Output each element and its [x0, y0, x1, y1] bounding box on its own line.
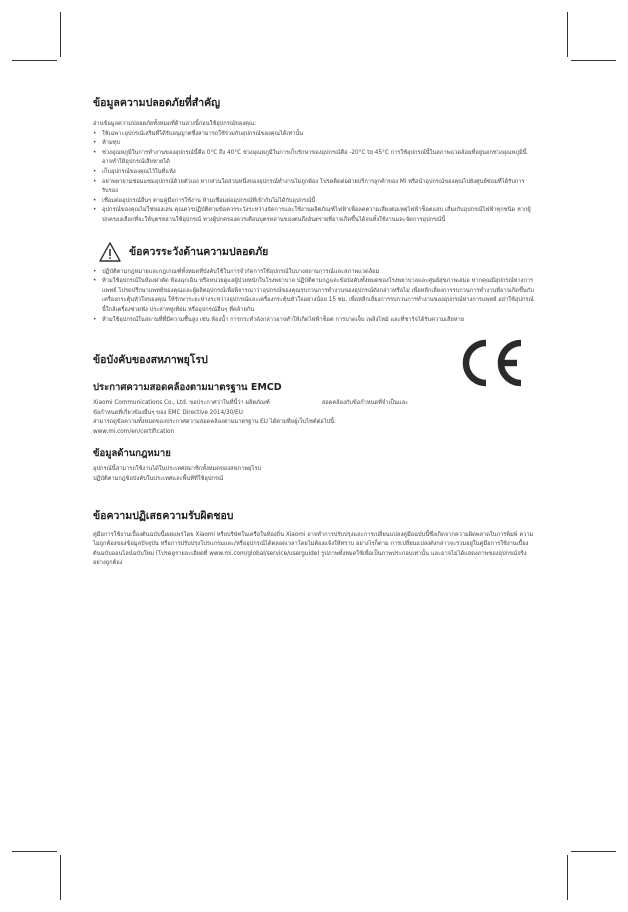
crop-mark [12, 60, 57, 61]
warning-icon [99, 242, 121, 262]
emc-url-link[interactable]: www.mi.com/en/certification [93, 428, 175, 435]
eu-title: ข้อบังคับของสหภาพยุโรป [93, 354, 208, 367]
crop-mark [567, 12, 568, 57]
list-item: • อุปกรณ์ของคุณไม่ใช่ของเล่น คุณควรปฏิบัติตามข้อควรระวังระหว่างจัดการและใช้งานผลิตภัณฑ์ไฟฟ้าเพื่อลดความเสี่ยงต่อเหตุไฟฟ้าช็อตแสบ เสี่ยงกับอุปกรณ์ไฟฟ้าทุกชนิด หากผู้ปกครองเลือกที่จะให้บุตรหลานใช้อุปกรณ์ ทางผู้ปกครองควรเตือนบุตรหลานของตนถึงอันตรายที่อาจเกิดขึ้นได้จนทั้งใช้งานและจัดการอุปกรณ์นี้ [93, 206, 536, 225]
list-item: • ห้ามทุบ [93, 139, 536, 149]
crop-mark [60, 855, 61, 900]
caution-title: ข้อควรระวังด้านความปลอดภัย [129, 245, 269, 258]
legal-line1: อุปกรณ์นี้สามารถใช้งานได้ในประเทศสมาชิกทั้งหมดของสหภาพยุโรป [93, 466, 262, 473]
list-item: • เก็บอุปกรณ์ของคุณไว้ในที่แห้ง [93, 168, 536, 178]
list-item: • เชื่อมต่ออุปกรณ์อื่นๆ ตามคู่มือการใช้งาน ห้ามเชื่อมต่ออุปกรณ์ที่เข้ากันไม่ได้กับอุปกรณ์นี้ [93, 197, 536, 207]
crop-mark [567, 855, 568, 900]
list-item: • ใช้เฉพาะอุปกรณ์เสริมที่ได้รับอนุญาตซึ่งสามารถใช้ร่วมกับอุปกรณ์ของคุณได้เท่านั้น [93, 130, 536, 140]
ce-mark-icon [455, 337, 527, 389]
document-page [93, 96, 536, 569]
emc-line1-a: Xiaomi Communications Co., Ltd. ขอประกาศว่าในที่นี้ว่า ผลิตภัณฑ์ [93, 400, 270, 407]
emc-line2: ข้อกำหนดที่เกี่ยวข้องอื่นๆ ของ EMC Directive 2014/30/EU [93, 409, 243, 416]
list-item: • ช่วงอุณหภูมิในการทำงานของอุปกรณ์นี้คือ 0°C ถึง 40°C ช่วงอุณหภูมิในการเก็บรักษาของอุปกรณ์คือ -20°C to 45°C การใช้อุปกรณ์นี้ในสภาพแวดล้อมที่อยู่นอกช่วงอุณหภูมินี้อาจทำให้อุปกรณ์เสียหายได้ [93, 149, 536, 168]
safety-list [93, 130, 536, 226]
emc-title: ประกาศความสอดคล้องตามมาตรฐาน EMCD [93, 382, 282, 394]
crop-mark [571, 851, 616, 852]
disclaimer-text: คู่มือการใช้งานเบื้องต้นฉบับนี้เผยแพร่โดย Xiaomi หรือบริษัทในเครือในท้องถิ่น Xiaomi อาจทำการปรับปรุงและการเปลี่ยนแปลงคู่มือฉบับนี้ซึ่งเกิดจากความผิดพลาดในการพิมพ์ ความไม่ถูกต้องของข้อมูลปัจจุบัน หรือการปรับปรุงโปรแกรมและ/หรืออุปกรณ์ได้ตลอดเวลาโดยไม่ต้องแจ้งให้ทราบ อย่างไรก็ตาม การเปลี่ยนแปลงดังกล่าวจะรวมอยู่ในคู่มือการใช้งานเบื้องต้นฉบับออนไลน์ฉบับใหม่ (โปรดดูรายละเอียดที่ www.mi.com/global/service/userguide) รูปภาพทั้งหมดใช้เพื่อเป็นภาพประกอบเท่านั้น และอาจไม่ได้แสดงภาพของอุปกรณ์จริงอย่างถูกต้อง [93, 531, 534, 567]
legal-title: ข้อมูลด้านกฎหมาย [93, 448, 171, 460]
disclaimer-title: ข้อความปฏิเสธความรับผิดชอบ [93, 509, 234, 522]
safety-title: ข้อมูลความปลอดภัยที่สำคัญ [93, 97, 221, 109]
crop-mark [12, 851, 57, 852]
list-item: • อย่าพยายามซ่อมแซมอุปกรณ์ด้วยตัวเอง หากส่วนใดส่วนหนึ่งของอุปกรณ์ทำงานไม่ถูกต้อง โปรดติดต่อฝ่ายบริการลูกค้าของ Mi หรือนำอุปกรณ์ของคุณไปยังศูนย์ซ่อมที่ได้รับการรับรอง [93, 178, 536, 197]
list-item: • ห้ามใช้อุปกรณ์ในห้องผ่าตัด ห้องฉุกเฉิน หรือหน่วยดูแลผู้ป่วยหนักในโรงพยาบาล ปฏิบัติตามกฎและข้อบังคับทั้งหมดของโรงพยาบาลและศูนย์สุขภาพเสมอ หากคุณมีอุปกรณ์ทางการแพทย์ โปรดปรึกษาแพทย์ของคุณและผู้ผลิตอุปกรณ์เพื่อพิจารณาว่าอุปกรณ์ของคุณรบกวนการทำงานของอุปกรณ์ดังกล่าวหรือไม่ เพื่อหลีกเลี่ยงการรบกวนการทำงานที่อาจเกิดขึ้นกับเครื่องกระตุ้นหัวใจของคุณ ให้รักษาระยะห่างระหว่างอุปกรณ์และเครื่องกระตุ้นหัวใจอย่างน้อย 15 ซม. เพื่อหลีกเลี่ยงการรบกวนการทำงานของอุปกรณ์ทางการแพทย์ อย่าใช้อุปกรณ์นี้ใกล้เครื่องช่วยฟัง ประสาทหูเทียม หรืออุปกรณ์อื่นๆ ที่คล้ายกัน [93, 277, 536, 315]
list-item: • ปฏิบัติตามกฎหมายและกฎเกณฑ์ทั้งหมดที่บังคับใช้ในการจำกัดการใช้อุปกรณ์ในบางสถานการณ์และสภาพแวดล้อม [93, 268, 536, 278]
crop-mark [60, 12, 61, 57]
emc-declaration [93, 399, 536, 409]
emc-line1-b: สอดคล้องกับข้อกำหนดที่จำเป็นและ [321, 400, 409, 407]
caution-header [99, 242, 536, 262]
caution-list [93, 268, 536, 326]
emc-line3: สามารถดูข้อความทั้งหมดของประกาศความสอดคล้องตามมาตรฐาน EU ได้ตามที่อยู่เว็บไซต์ต่อไปนี้: [93, 419, 336, 426]
crop-mark [571, 60, 616, 61]
legal-line2: ปฏิบัติตามกฎข้อบังคับในประเทศและพื้นที่ที่ใช้อุปกรณ์ [93, 476, 224, 483]
safety-intro: อ่านข้อมูลความปลอดภัยทั้งหมดที่ด้านล่างนี้ก่อนใช้อุปกรณ์ของคุณ: [93, 121, 257, 127]
list-item: • ห้ามใช้อุปกรณ์ในสถานที่ที่มีความชื้นสูง เช่น ห้องน้ำ การกระทำดังกล่าวอาจทำให้เกิดไฟฟ้าช็อต การบาดเจ็บ เพลิงไหม้ และที่ชาร์จได้รับความเสียหาย [93, 316, 536, 326]
eu-section [93, 353, 536, 485]
